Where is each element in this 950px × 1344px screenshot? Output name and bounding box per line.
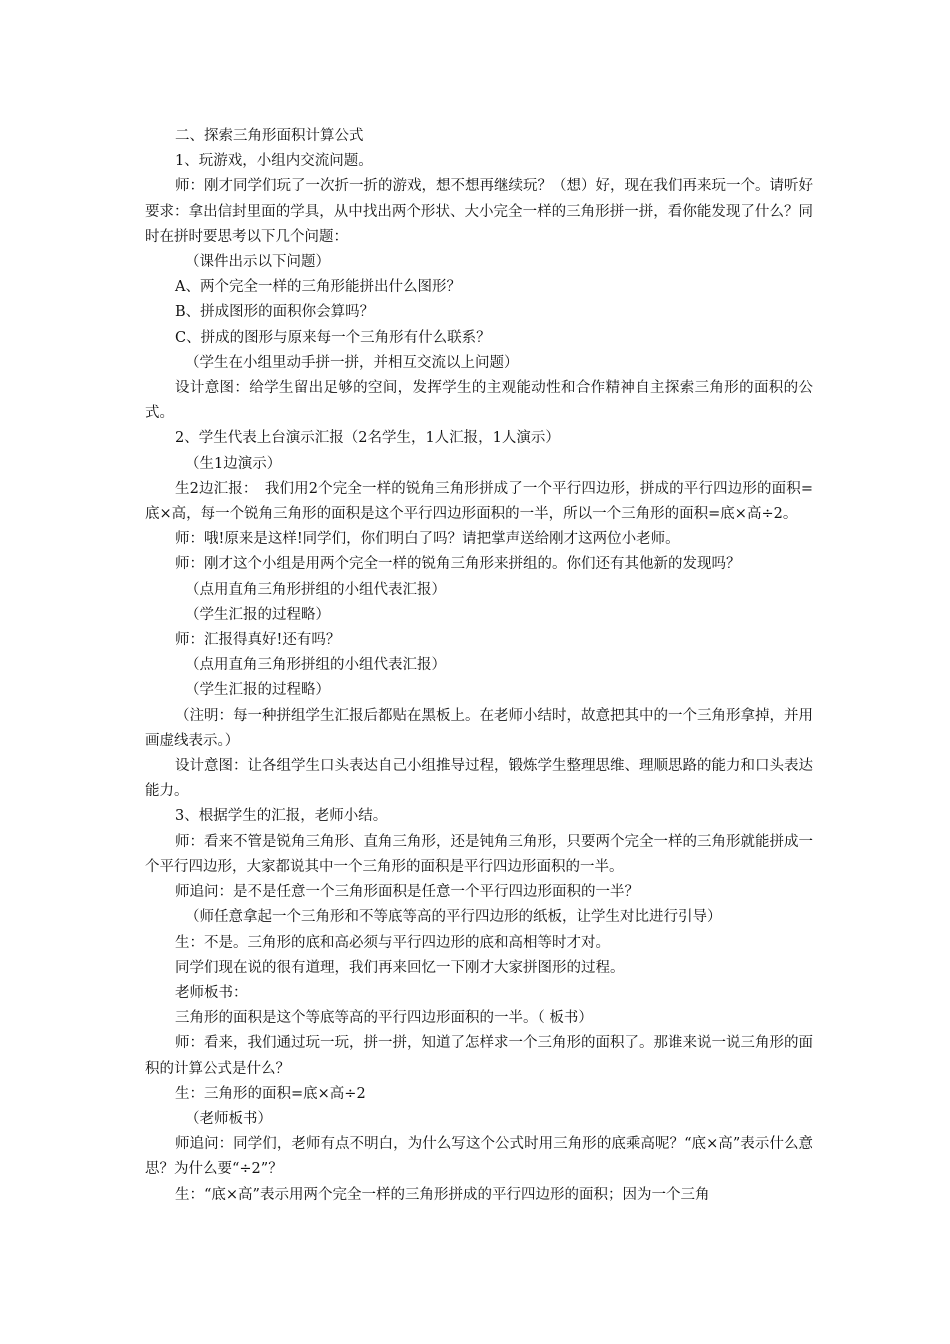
paragraph: 师：汇报得真好!还有吗？ xyxy=(175,632,341,649)
document-body xyxy=(145,124,813,1208)
paragraph: B、拼成图形的面积你会算吗？ xyxy=(175,304,375,321)
paragraph: （学生汇报的过程略） xyxy=(185,682,330,699)
paragraph: 生：不是。三角形的底和高必须与平行四边形的底和高相等时才对。 xyxy=(175,934,610,951)
paragraph: 生：三角形的面积=底×高÷2 xyxy=(175,1085,366,1102)
paragraph: 设计意图：让各组学生口头表达自己小组推导过程，锻炼学生整理思维、理顺思路的能力和口头表达能力。 xyxy=(145,758,813,800)
paragraph: （点用直角三角形拼组的小组代表汇报） xyxy=(185,581,446,598)
paragraph: 师：哦!原来是这样!同学们，你们明白了吗？请把掌声送给刚才这两位小老师。 xyxy=(175,531,680,548)
paragraph: （学生汇报的过程略） xyxy=(185,606,330,623)
paragraph: （学生在小组里动手拼一拼，并相互交流以上问题） xyxy=(185,354,519,371)
paragraph: C、拼成的图形与原来每一个三角形有什么联系？ xyxy=(175,329,491,346)
paragraph: 三角形的面积是这个等底等高的平行四边形面积的一半。（ 板书） xyxy=(175,1010,593,1027)
paragraph: 同学们现在说的很有道理，我们再来回忆一下刚才大家拼图形的过程。 xyxy=(175,959,625,976)
paragraph: 二、探索三角形面积计算公式 xyxy=(175,128,364,144)
paragraph: 师：看来，我们通过玩一玩，拼一拼，知道了怎样求一个三角形的面积了。那谁来说一说三角形的面积的计算公式是什么？ xyxy=(145,1035,813,1077)
paragraph: （师任意拿起一个三角形和不等底等高的平行四边形的纸板，让学生对比进行引导） xyxy=(185,909,722,926)
paragraph: 设计意图：给学生留出足够的空间，发挥学生的主观能动性和合作精神自主探索三角形的面积的公式。 xyxy=(145,380,813,422)
paragraph: 师：刚才同学们玩了一次折一折的游戏，想不想再继续玩？（想）好，现在我们再来玩一个。请听好要求：拿出信封里面的学具，从中找出两个形状、大小完全一样的三角形拼一拼，看你能发现了什么？同时在拼时要思考以下几个问题： xyxy=(145,178,813,245)
paragraph: 生2边汇报： 我们用2个完全一样的锐角三角形拼成了一个平行四边形，拼成的平行四边形的面积=底×高，每一个锐角三角形的面积是这个平行四边形面积的一半，所以一个三角形的面积=底×高÷2。 xyxy=(145,480,813,523)
paragraph: （生1边演示） xyxy=(185,455,282,472)
paragraph: 3、根据学生的汇报，老师小结。 xyxy=(175,808,388,825)
paragraph: 师：刚才这个小组是用两个完全一样的锐角三角形来拼组的。你们还有其他新的发现吗？ xyxy=(175,556,741,573)
paragraph: （注明：每一种拼组学生汇报后都贴在黑板上。在老师小结时，故意把其中的一个三角形拿掉，并用画虚线表示。） xyxy=(145,707,813,749)
paragraph: A、两个完全一样的三角形能拼出什么图形？ xyxy=(175,279,461,296)
paragraph: （课件出示以下问题） xyxy=(185,254,330,271)
paragraph: 生：“底×高”表示用两个完全一样的三角形拼成的平行四边形的面积；因为一个三角 xyxy=(175,1186,710,1203)
paragraph: （点用直角三角形拼组的小组代表汇报） xyxy=(185,657,446,674)
paragraph: 师追问：是不是任意一个三角形面积是任意一个平行四边形面积的一半？ xyxy=(175,884,639,901)
paragraph: （老师板书） xyxy=(185,1110,272,1127)
paragraph: 2、学生代表上台演示汇报（2名学生，1人汇报，1人演示） xyxy=(175,430,560,447)
paragraph: 老师板书： xyxy=(175,984,248,1001)
paragraph: 师追问：同学们，老师有点不明白，为什么写这个公式时用三角形的底乘高呢？“底×高”表示什么意思？为什么要“÷2”？ xyxy=(145,1136,813,1178)
paragraph: 师：看来不管是锐角三角形、直角三角形，还是钝角三角形，只要两个完全一样的三角形就能拼成一个平行四边形，大家都说其中一个三角形的面积是平行四边形面积的一半。 xyxy=(145,833,813,875)
paragraph: 1、玩游戏，小组内交流问题。 xyxy=(175,153,373,170)
